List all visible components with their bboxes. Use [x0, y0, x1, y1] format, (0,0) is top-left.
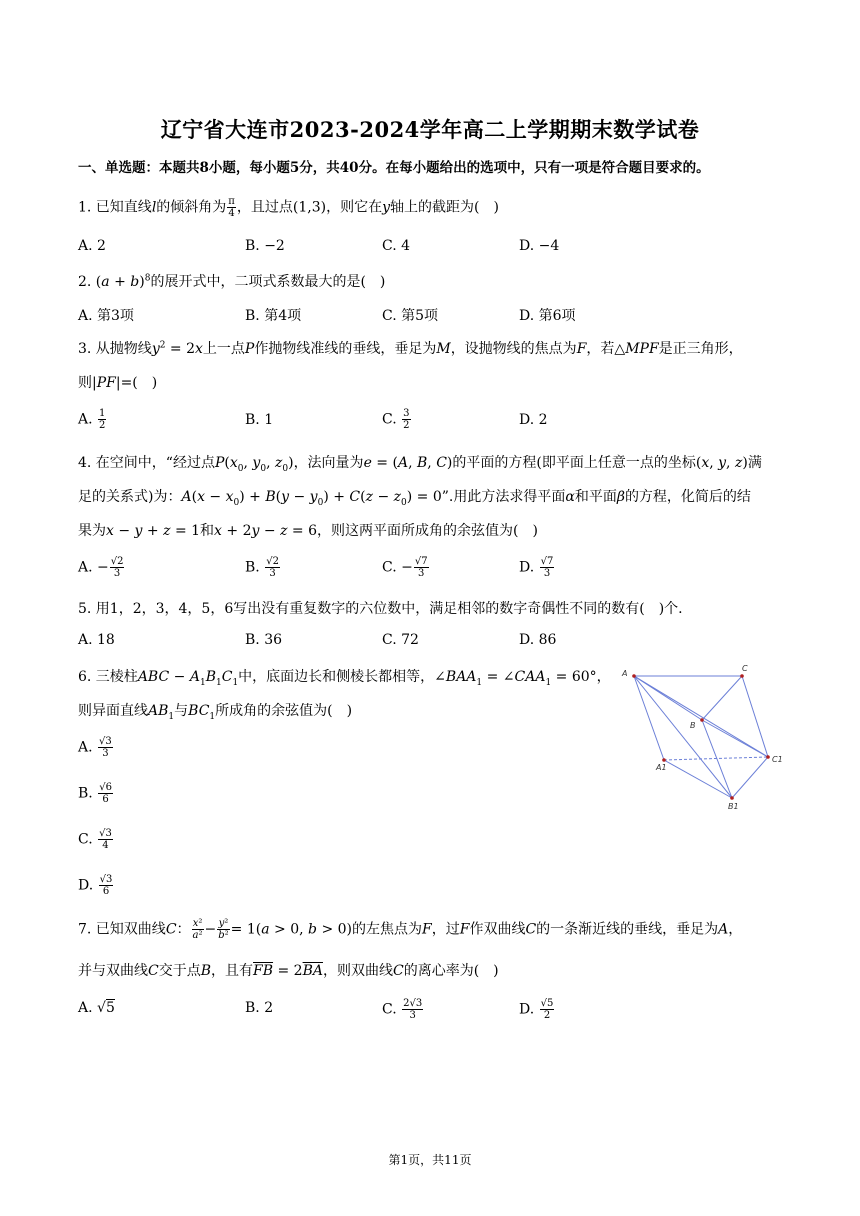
- option-a[interactable]: A. − $\frac{√2}{3}$: [78, 556, 124, 579]
- option-d[interactable]: D. 86: [519, 632, 557, 648]
- label-A1: A1: [656, 763, 667, 772]
- question-4-line2: 足的关系式)为：$A(x - x_0) + B(y - y_0) + C(z - z_0) = 0$”.用此方法求得平面α和平面β的方程，化简后的结: [78, 489, 751, 508]
- question-4-line3: 果为x − y + z = 1和x + 2y − z = 6，则这两平面所成角的余弦值为( ): [78, 523, 538, 539]
- question-6: 6. 三棱柱ABC − $A_1B_1C_1$中，底面边长和侧棱长都相等，$\angle BAA_1$ = $\angle CAA_1 = 60^\circ$，: [78, 669, 611, 688]
- question-4: 4. 在空间中，“经过点$P(x_0$, $y_0$, $z_0$)，法向量为e = (A, B, C)的平面的方程(即平面上任意一点的坐标(x, y, z)满: [78, 455, 762, 474]
- question-7: 7. 已知双曲线C： $\frac{\text{x²}}{\text{a²}}$ − $\frac{\text{y²}}{\text{b²}}$ = 1(a > 0, b > 0)的左焦点为F，过F作双曲线C的一条渐近线的垂线，垂足为A，: [78, 918, 743, 941]
- section-heading: 一、单选题：本题共8小题，每小题5分，共40分。在每小题给出的选项中，只有一项是符合题目要求的。: [78, 160, 710, 176]
- option-d[interactable]: D. −4: [519, 238, 560, 254]
- question-5: 5. 用1，2，3，4，5，6写出没有重复数字的六位数中，满足相邻的数字奇偶性不同的数有( )个.: [78, 601, 683, 617]
- page-title: 辽宁省大连市2023-2024学年高二上学期期末数学试卷: [160, 117, 700, 142]
- option-b[interactable]: B. 36: [245, 632, 283, 648]
- option-d[interactable]: D. 2: [519, 412, 548, 428]
- label-C1: C1: [772, 755, 783, 764]
- question-3-line2: 则|PF|=( ): [78, 375, 158, 391]
- option-d[interactable]: D. $\frac{√5}{2}$: [519, 998, 554, 1021]
- label-C: C: [742, 664, 748, 673]
- option-d[interactable]: D. $\frac{√3}{6}$: [78, 874, 113, 897]
- prism-figure: [618, 658, 790, 814]
- option-c[interactable]: C. $\frac{3}{2}$: [382, 408, 410, 431]
- option-c[interactable]: C. 第5项: [382, 308, 439, 324]
- option-b[interactable]: B. 1: [245, 412, 274, 428]
- question-6-line2: 则异面直线$AB_1$与$BC_1$所成角的余弦值为( ): [78, 703, 353, 722]
- option-a[interactable]: A. $\frac{√3}{3}$: [78, 736, 112, 759]
- option-d[interactable]: D. $\frac{√7}{3}$: [519, 556, 554, 579]
- question-2: 2. $(a + b)^8$的展开式中，二项式系数最大的是( ): [78, 273, 386, 290]
- option-a[interactable]: A. 第3项: [78, 308, 134, 324]
- question-7-line2: 并与双曲线C交于点B，且有$\overline{FB} = 2\overline{BA}$，则双曲线C的离心率为( ): [78, 963, 499, 979]
- option-d[interactable]: D. 第6项: [519, 308, 576, 324]
- option-b[interactable]: B. $\frac{√2}{3}$: [245, 556, 279, 579]
- option-a[interactable]: A. 2: [78, 238, 106, 254]
- option-b[interactable]: B. $\frac{√6}{6}$: [78, 782, 112, 805]
- label-B: B: [690, 721, 696, 730]
- option-c[interactable]: C. − $\frac{√7}{3}$: [382, 556, 428, 579]
- label-B1: B1: [728, 802, 739, 811]
- option-a[interactable]: A. 18: [78, 632, 115, 648]
- label-A: A: [622, 669, 628, 678]
- option-a[interactable]: A. $\frac{1}{2}$: [78, 408, 106, 431]
- option-b[interactable]: B. 第4项: [245, 308, 302, 324]
- option-c[interactable]: C. $\frac{√3}{4}$: [78, 828, 112, 851]
- option-a[interactable]: A. √5: [78, 1000, 115, 1016]
- option-b[interactable]: B. −2: [245, 238, 285, 254]
- option-b[interactable]: B. 2: [245, 1000, 274, 1016]
- option-c[interactable]: C. $\frac{2√3}{3}$: [382, 998, 423, 1021]
- page-footer: 第1页，共11页: [388, 1153, 472, 1167]
- question-3: 3. 从抛物线$y^2 = 2x$上一点P作抛物线准线的垂线，垂足为M，设抛物线的焦点为F，若△MPF是正三角形，: [78, 340, 743, 357]
- question-1: 1. 已知直线l的倾斜角为 $\frac{\pi}{4}$ ，且过点(1,3)，则它在y轴上的截距为( ): [78, 196, 499, 219]
- option-c[interactable]: C. 4: [382, 238, 411, 254]
- option-c[interactable]: C. 72: [382, 632, 419, 648]
